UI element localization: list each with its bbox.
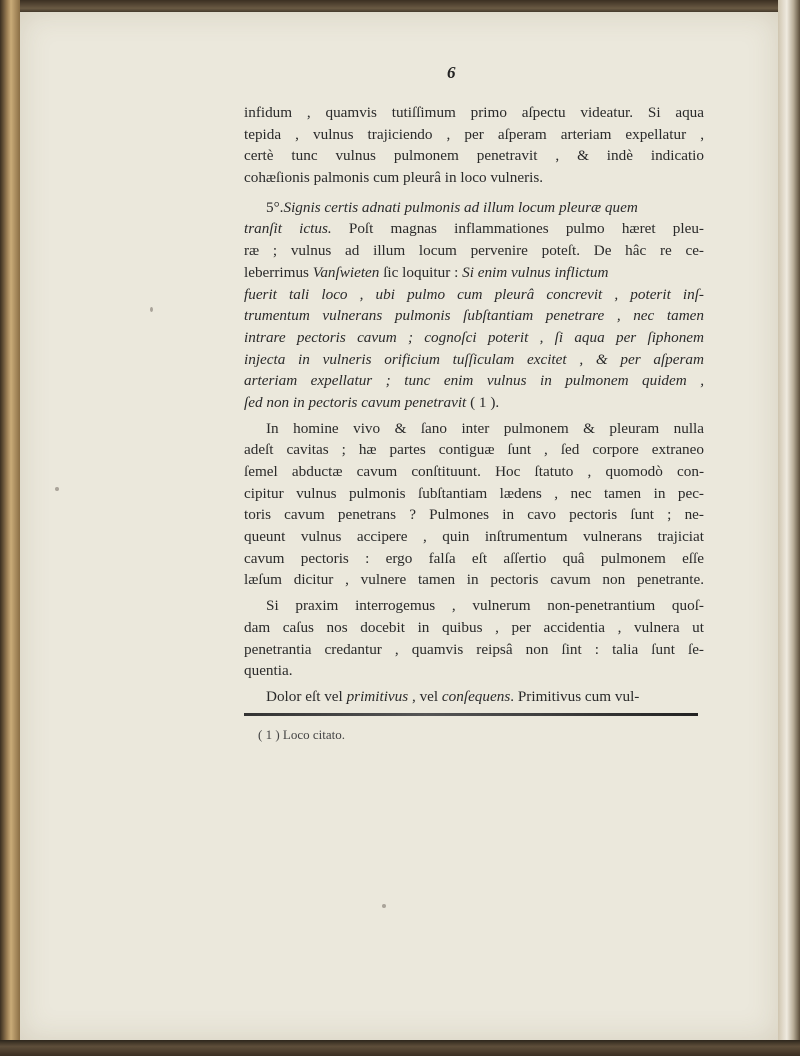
text-line bbox=[244, 439, 704, 461]
text-line bbox=[244, 102, 704, 124]
text-line bbox=[244, 262, 704, 284]
text-line bbox=[244, 218, 704, 240]
quotation: ſed non in pectoris cavum penetravit bbox=[244, 393, 467, 411]
text-run: toris cavum penetrans ? Pulmones in cavo pectoris ſunt ; ne- bbox=[244, 506, 704, 524]
footnote-reference: ( 1 ). bbox=[466, 393, 500, 411]
text-line bbox=[244, 483, 704, 505]
text-run: cohæſionis palmonis cum pleurâ in loco vulneris. bbox=[244, 169, 544, 187]
text-run: certè tunc vulnus pulmonem penetravit , & indè indicatio bbox=[244, 147, 704, 165]
text-line bbox=[244, 526, 704, 548]
text-line bbox=[244, 461, 704, 483]
paper-speck bbox=[55, 487, 59, 491]
text-run: ſemel abductæ cavum conſtituunt. Hoc ſtatuto , quomodò con- bbox=[244, 463, 704, 480]
text-run: quentia. bbox=[244, 662, 293, 680]
text-run: . Primitivus cum vul- bbox=[510, 687, 640, 705]
quotation: intrare pectoris cavum ; cognoſci poterit , ſi aqua per ſiphonem bbox=[244, 328, 704, 346]
text-line bbox=[244, 305, 704, 327]
text-run: Poſt magnas inflammationes pulmo hæret pleu- bbox=[331, 220, 704, 238]
binding-bottom-edge bbox=[0, 1040, 800, 1056]
text-run: leberrimus bbox=[244, 263, 313, 281]
page-number: 6 bbox=[447, 63, 456, 82]
section-title: Signis certis adnati pulmonis ad illum locum pleuræ quem bbox=[283, 198, 638, 216]
text-run: cavum pectoris : ergo falſa eſt aſſertio quâ pulmonem eſſe bbox=[244, 549, 704, 567]
text-line bbox=[244, 124, 704, 146]
text-line bbox=[244, 548, 704, 570]
text-run: , vel bbox=[408, 687, 442, 705]
quotation: injecta in vulneris orificium tuſſiculam excitet , & per aſperam bbox=[244, 350, 704, 368]
quotation: arteriam expellatur ; tunc enim vulnus in pulmonem quidem , bbox=[244, 372, 704, 390]
paper-speck bbox=[150, 307, 153, 312]
text-line bbox=[244, 418, 704, 440]
paper-speck bbox=[382, 904, 386, 908]
text-line bbox=[244, 569, 704, 591]
quotation: Si enim vulnus inflictum bbox=[462, 263, 609, 281]
quotation: trumentum vulnerans pulmonis ſubſtantiam penetrare , nec tamen bbox=[244, 307, 704, 325]
text-run: infidum , quamvis tutiſſimum primo aſpectu videatur. Si aqua bbox=[244, 104, 704, 121]
text-line bbox=[244, 370, 704, 392]
text-run: penetrantia credantur , quamvis reipsâ non ſint : talia ſunt ſe- bbox=[244, 640, 704, 658]
text-run: In homine vivo & ſano inter pulmonem & pleuram nulla bbox=[266, 419, 704, 437]
text-line bbox=[244, 595, 704, 617]
text-run: læſum dicitur , vulnere tamen in pectoris cavum non penetrante. bbox=[244, 571, 704, 589]
text-line bbox=[244, 686, 704, 708]
text-line bbox=[244, 504, 704, 526]
text-run: dam caſus nos docebit in quibus , per accidentia , vulnera ut bbox=[244, 618, 704, 636]
text-line bbox=[244, 327, 704, 349]
footnote: ( 1 ) Loco citato. bbox=[258, 727, 345, 742]
emphasis: primitivus bbox=[346, 687, 409, 705]
text-line bbox=[244, 240, 704, 262]
quotation: fuerit tali loco , ubi pulmo cum pleurâ concrevit , poterit inſ- bbox=[244, 285, 704, 303]
text-run: tepida , vulnus trajiciendo , per aſperam arteriam expellatur , bbox=[244, 125, 704, 143]
author-name: Vanſwieten bbox=[312, 263, 380, 281]
text-run: Dolor eſt vel bbox=[266, 687, 347, 705]
text-line bbox=[244, 392, 704, 414]
text-line bbox=[244, 660, 704, 682]
text-run: ræ ; vulnus ad illum locum pervenire poteſt. De hâc re ce- bbox=[244, 242, 704, 260]
text-run: cipitur vulnus pulmonis ſubſtantiam lædens , nec tamen in pec- bbox=[244, 484, 704, 502]
text-line bbox=[244, 639, 704, 661]
text-run: adeſt cavitas ; hæ partes contiguæ ſunt , ſed corpore extraneo bbox=[244, 441, 704, 459]
body-text bbox=[244, 102, 704, 708]
paragraph-gap bbox=[244, 189, 704, 197]
emphasis: conſequens bbox=[441, 687, 511, 705]
text-line bbox=[244, 349, 704, 371]
binding-left-edge bbox=[0, 0, 20, 1056]
text-line bbox=[244, 617, 704, 639]
text-run: ſic loquitur : bbox=[379, 263, 463, 281]
text-run: Si praxim interrogemus , vulnerum non-penetrantium quoſ- bbox=[266, 597, 704, 615]
text-line bbox=[244, 145, 704, 167]
section-title: tranſit ictus. bbox=[244, 220, 332, 238]
section-number: 5°. bbox=[266, 198, 284, 216]
binding-right-edge bbox=[778, 0, 800, 1056]
text-run: queunt vulnus accipere , quin inſtrumentum vulnerans trajiciat bbox=[244, 528, 704, 546]
footnote-rule bbox=[244, 713, 698, 716]
text-line bbox=[244, 284, 704, 306]
text-line bbox=[244, 167, 704, 189]
text-line bbox=[244, 197, 704, 219]
